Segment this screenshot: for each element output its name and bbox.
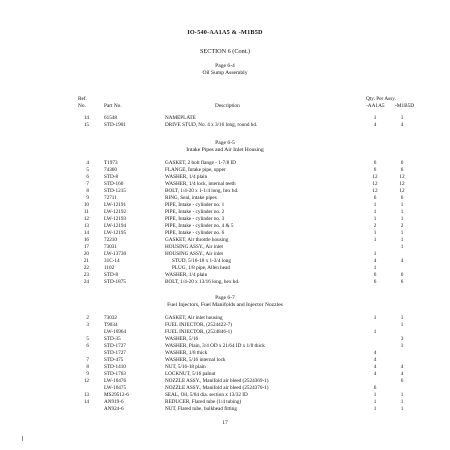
- parts-row: [0, 195, 450, 202]
- qty-model-a: 6: [373, 160, 377, 166]
- description: BOLT, 1/4-20 x 13/16 long, hex hd.: [165, 279, 240, 285]
- ref-no: 20: [83, 251, 89, 257]
- parts-row: [0, 181, 450, 188]
- part-no: STD-160: [104, 181, 124, 187]
- ref-no: 15: [83, 122, 89, 128]
- part-no: STD-8: [104, 174, 119, 180]
- part-no: LW-10476: [104, 378, 127, 384]
- part-no: 72210: [104, 237, 117, 243]
- description: HOUSING ASSY., Air inlet: [165, 244, 223, 250]
- description: DRIVE STUD, No. 4 x 3/16 long, round hd.: [165, 122, 258, 128]
- parts-row: [0, 188, 450, 195]
- description: FUEL INJECTOR, (2524846-1): [165, 329, 233, 335]
- part-no: 1102: [104, 265, 115, 271]
- part-no: STD-35: [104, 336, 121, 342]
- description: HOUSING ASSY., Air inlet: [165, 251, 223, 257]
- description: FUEL INJECTOR, (2524422-7): [165, 322, 233, 328]
- qty-model-b: 1: [400, 399, 404, 405]
- parts-row: [0, 336, 450, 343]
- parts-row: [0, 244, 450, 251]
- description: NOZZLE ASSY., Manifold air bleed (2524370-1): [165, 385, 269, 391]
- part-no: STD-1215: [104, 188, 126, 194]
- parts-row: [0, 350, 450, 357]
- col-header-model-b: -M1B5D: [395, 103, 415, 109]
- parts-row: [0, 279, 450, 286]
- qty-model-a: 6: [373, 385, 377, 391]
- qty-model-a: 12: [372, 188, 378, 194]
- description: PIPE, Intake - cylinder no. 3: [165, 216, 225, 222]
- col-header-no: No.: [78, 103, 86, 109]
- qty-model-a: 1: [373, 216, 377, 222]
- qty-model-b: 4: [400, 122, 404, 128]
- page-ref-6-4: Page 6-4: [215, 63, 235, 69]
- qty-model-b: 2: [400, 223, 404, 229]
- parts-row: [0, 122, 450, 129]
- qty-model-b: 6: [400, 279, 404, 285]
- qty-model-a: 6: [373, 279, 377, 285]
- description: WASHER, 1/4 plain: [165, 174, 208, 180]
- part-no: STD-1901: [104, 122, 126, 128]
- part-no: STD-1727: [104, 350, 126, 356]
- qty-model-b: 1: [400, 244, 404, 250]
- ref-no: 6: [86, 343, 89, 349]
- part-no: 61548: [104, 115, 117, 121]
- part-no: T9034: [104, 322, 118, 328]
- qty-model-a: 6: [373, 195, 377, 201]
- description: PIPE, Intake - cylinder no. 2: [165, 209, 225, 215]
- description: PIPE, Intake - cylinder no. 1: [165, 202, 225, 208]
- description: BOLT, 1/4-20 x 1-1/4 long, hex hd.: [165, 188, 239, 194]
- part-no: 72711: [104, 195, 117, 201]
- part-no: LW-10475: [104, 385, 127, 391]
- ref-no: 12: [83, 216, 89, 222]
- parts-row: [0, 322, 450, 329]
- qty-model-a: 1: [373, 406, 377, 412]
- qty-model-a: 4: [373, 258, 377, 264]
- qty-model-a: 12: [372, 174, 378, 180]
- qty-model-a: 1: [373, 251, 377, 257]
- qty-model-a: 4: [373, 357, 377, 363]
- description: PIPE, Intake - cylinder no. 6: [165, 230, 225, 236]
- parts-row: [0, 265, 450, 272]
- qty-model-a: 1: [373, 329, 377, 335]
- qty-model-b: 1: [400, 406, 404, 412]
- part-no: AN919-6: [104, 399, 124, 405]
- part-no: 73031: [104, 244, 117, 250]
- part-no: LW-12195: [104, 230, 127, 236]
- parts-row: [0, 216, 450, 223]
- ref-no: 17: [83, 244, 89, 250]
- ref-no: 10: [83, 202, 89, 208]
- parts-row: [0, 378, 450, 385]
- ref-no: 16: [83, 237, 89, 243]
- qty-model-b: 6: [400, 160, 404, 166]
- parts-row: [0, 115, 450, 122]
- part-no: LW-13730: [104, 251, 127, 257]
- col-header-ref: Ref.: [78, 96, 87, 102]
- qty-model-b: 12: [399, 188, 405, 194]
- qty-model-b: 6: [400, 272, 404, 278]
- qty-model-b: 6: [400, 378, 404, 384]
- qty-model-b: 1: [400, 202, 404, 208]
- qty-model-a: 1: [373, 230, 377, 236]
- ref-no: 14: [83, 399, 89, 405]
- parts-row: [0, 315, 450, 322]
- qty-model-a: 1: [373, 237, 377, 243]
- qty-model-a: 1: [373, 202, 377, 208]
- description: WASHER, 5/16: [165, 336, 199, 342]
- qty-model-b: 1: [400, 322, 404, 328]
- assembly-title-intake-pipes: Intake Pipes and Air Inlet Housing: [186, 147, 264, 153]
- parts-row: [0, 329, 450, 336]
- qty-model-b: 12: [399, 181, 405, 187]
- parts-row: [0, 399, 450, 406]
- qty-model-b: 1: [400, 315, 404, 321]
- description: LOCKNUT, 5/16 palnut: [165, 371, 216, 377]
- description: NUT, 5/16-18 plain: [165, 364, 206, 370]
- description: SEAL, Oil, 5/84 dia. section x 13/32 ID: [165, 392, 248, 398]
- description: PLUG, 1/8 pipe, Allen head: [172, 265, 230, 271]
- description: PIPE, Intake - cylinder no. 4 & 5: [165, 223, 234, 229]
- ref-no: 9: [86, 195, 89, 201]
- qty-model-a: 2: [373, 223, 377, 229]
- qty-model-b: 1: [400, 343, 404, 349]
- part-no: AN924-6: [104, 406, 124, 412]
- parts-row: [0, 385, 450, 392]
- description: RING, Seal, intake pipes: [165, 195, 217, 201]
- part-no: STD-475: [104, 357, 124, 363]
- ref-no: 7: [86, 357, 89, 363]
- qty-model-a: 1: [373, 315, 377, 321]
- col-header-description: Description: [215, 103, 240, 109]
- part-no: LW-12193: [104, 216, 127, 222]
- description: WASHER, Plain, 3/4 OD x 21/64 ID x 1/8 thick: [165, 343, 265, 349]
- parts-row: [0, 230, 450, 237]
- description: NAMEPLATE: [165, 115, 196, 121]
- ref-no: 3: [86, 322, 89, 328]
- ref-no: 4: [86, 160, 89, 166]
- part-no: STD-8: [104, 272, 119, 278]
- ref-no: 12: [83, 378, 89, 384]
- part-no: T1973: [104, 160, 118, 166]
- part-no: STD-1763: [104, 371, 126, 377]
- parts-row: [0, 343, 450, 350]
- qty-model-b: 1: [400, 230, 404, 236]
- qty-model-a: 1: [373, 392, 377, 398]
- parts-row: [0, 251, 450, 258]
- qty-model-a: 4: [373, 371, 377, 377]
- description: WASHER, 1/4 lock, internal teeth: [165, 181, 236, 187]
- page-ref-6-5: Page 6-5: [215, 140, 235, 146]
- qty-model-a: 4: [373, 364, 377, 370]
- ref-no: 11: [84, 209, 89, 215]
- qty-model-b: 4: [400, 371, 404, 377]
- part-no: LW-12192: [104, 209, 127, 215]
- qty-model-a: 6: [373, 272, 377, 278]
- ref-no: 13: [83, 392, 89, 398]
- parts-row: [0, 258, 450, 265]
- qty-model-a: 1: [373, 399, 377, 405]
- qty-model-a: 1: [373, 265, 377, 271]
- qty-model-a: 4: [373, 350, 377, 356]
- ref-no: 5: [86, 336, 89, 342]
- ref-no: 13: [83, 223, 89, 229]
- qty-model-b: 3: [400, 336, 404, 342]
- qty-model-a: 4: [373, 122, 377, 128]
- parts-row: [0, 160, 450, 167]
- description: WASHER, 5/16 internal lock: [165, 357, 226, 363]
- ref-no: 14: [83, 230, 89, 236]
- description: GASKET, Air inlet housing: [165, 315, 223, 321]
- qty-model-b: 1: [400, 237, 404, 243]
- ref-no: 2: [86, 315, 89, 321]
- assembly-title-fuel-injectors: Fuel Injectors, Fuel Manifolds and Injector Nozzles: [167, 302, 283, 308]
- parts-row: [0, 272, 450, 279]
- qty-model-a: 1: [373, 209, 377, 215]
- part-no: LW-12191: [104, 202, 127, 208]
- part-no: 73032: [104, 315, 117, 321]
- ref-no: 5: [86, 167, 89, 173]
- parts-row: [0, 167, 450, 174]
- qty-model-b: 1: [400, 392, 404, 398]
- col-header-part-no: Part No.: [104, 103, 122, 109]
- description: GASKET, Air throttle housing: [165, 237, 229, 243]
- qty-model-b: 12: [399, 174, 405, 180]
- margin-mark: [22, 436, 23, 441]
- qty-model-b: 4: [400, 258, 404, 264]
- col-header-model-a: -AA1A5: [366, 103, 385, 109]
- description: STUD, 5/16-18 x 1-3/4 long: [172, 258, 231, 264]
- ref-no: 14: [83, 115, 89, 121]
- qty-model-b: 4: [400, 364, 404, 370]
- description: NUT, Flared tube, bulkhead fitting: [165, 406, 237, 412]
- qty-model-a: 1: [373, 115, 377, 121]
- ref-no: 7: [86, 181, 89, 187]
- parts-row: [0, 392, 450, 399]
- assembly-title-oil-sump: Oil Sump Assembly: [202, 70, 248, 76]
- parts-row: [0, 237, 450, 244]
- parts-row: [0, 223, 450, 230]
- description: WASHER, 1/8 thick: [165, 350, 208, 356]
- part-no: 31C-14: [104, 258, 120, 264]
- page-ref-6-7: Page 6-7: [215, 295, 235, 301]
- qty-model-b: 1: [400, 216, 404, 222]
- part-no: LW-16964: [104, 329, 127, 335]
- part-no: MS29512-6: [104, 392, 129, 398]
- parts-row: [0, 357, 450, 364]
- part-no: STD-1727: [104, 343, 126, 349]
- ref-no: 6: [86, 174, 89, 180]
- ref-no: 22: [83, 265, 89, 271]
- part-no: 74360: [104, 167, 117, 173]
- qty-model-a: 6: [373, 167, 377, 173]
- description: FLANGE, Intake pipe, upper: [165, 167, 226, 173]
- ref-no: 24: [83, 279, 89, 285]
- parts-row: [0, 174, 450, 181]
- qty-model-b: 6: [400, 195, 404, 201]
- description: NOZZLE ASSY., Manifold air bleed (2524369-1): [165, 378, 269, 384]
- description: REDUCER, Flared tube (1/4 tubing): [165, 399, 242, 405]
- qty-model-b: 6: [400, 167, 404, 173]
- parts-row: [0, 202, 450, 209]
- parts-row: [0, 406, 450, 413]
- parts-row: [0, 371, 450, 378]
- description: GASKET, 2 bolt flange - 1-7/8 ID: [165, 160, 236, 166]
- qty-model-b: 1: [400, 115, 404, 121]
- parts-row: [0, 209, 450, 216]
- ref-no: 21: [83, 258, 89, 264]
- ref-no: 8: [86, 364, 89, 370]
- section-heading: SECTION 6 (Cont.): [199, 48, 250, 55]
- document-id: IO-540-AA1A5 & -M1B5D: [187, 29, 263, 36]
- page-number: 17: [222, 420, 228, 426]
- ref-no: 8: [86, 188, 89, 194]
- part-no: STD-1875: [104, 279, 126, 285]
- ref-no: 23: [83, 272, 89, 278]
- ref-no: 9: [86, 371, 89, 377]
- part-no: LW-12194: [104, 223, 127, 229]
- qty-model-b: 1: [400, 209, 404, 215]
- col-header-qty: Qty. Per Assy.: [366, 96, 396, 102]
- description: WASHER, 1/4 plain: [165, 272, 208, 278]
- qty-model-a: 12: [372, 181, 378, 187]
- part-no: STD-1410: [104, 364, 126, 370]
- parts-row: [0, 364, 450, 371]
